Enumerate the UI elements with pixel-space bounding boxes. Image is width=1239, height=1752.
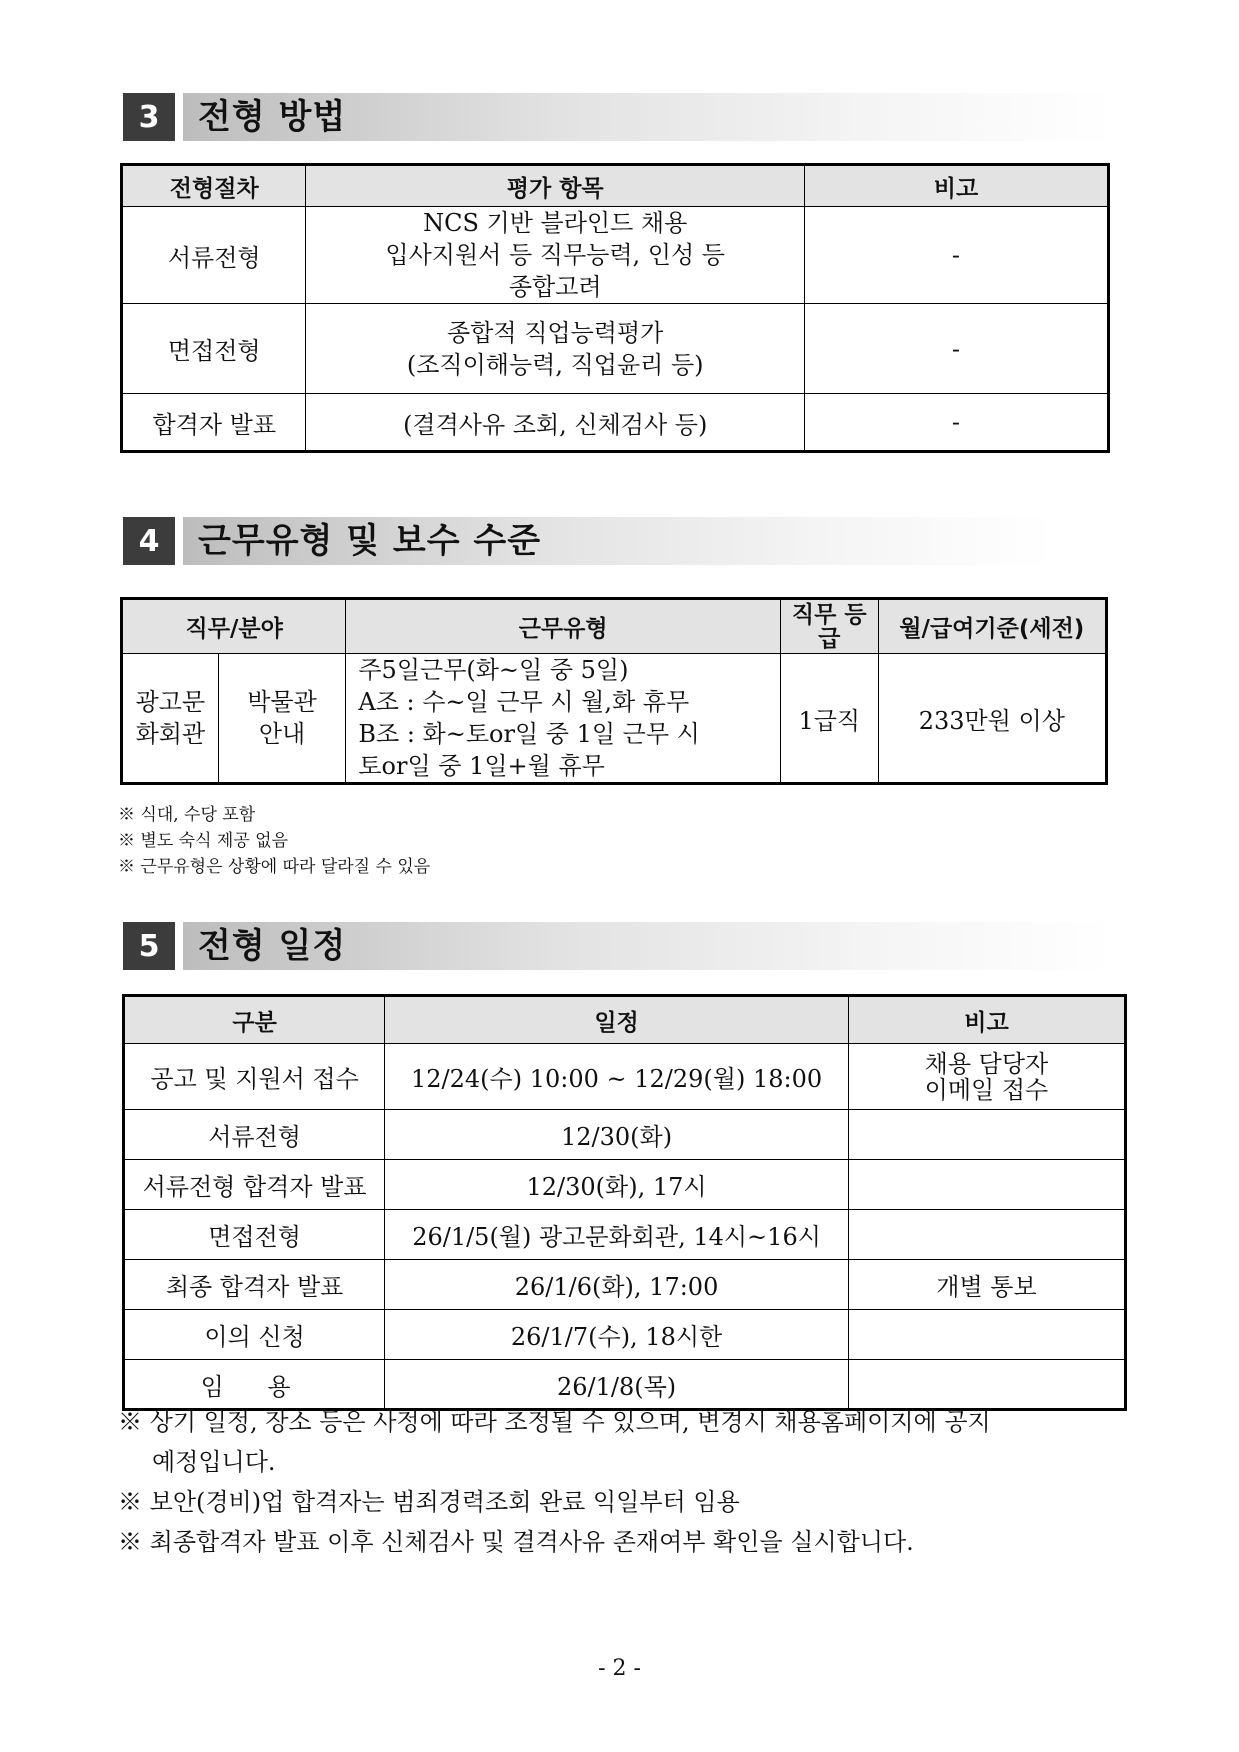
place-cell (122, 654, 219, 784)
work-type-line: 주5일근무(화~일 중 5일) (358, 656, 629, 684)
header-items: 평가 항목 (306, 165, 804, 207)
schedule-cell: 12/30(화), 17시 (385, 1160, 849, 1210)
note-cell (848, 1310, 1125, 1360)
step-cell: 면접전형 (122, 304, 306, 394)
item-line: 종합적 직업능력평가 (447, 318, 664, 347)
table-row (124, 1160, 1126, 1210)
table-row (122, 207, 1109, 304)
note-cell (848, 1044, 1125, 1110)
category-cell: 임 용 (124, 1360, 385, 1410)
table-row (122, 304, 1109, 394)
section-title: 전형 방법 (198, 97, 347, 137)
table-row (124, 1210, 1126, 1260)
section-number: 5 (123, 922, 175, 970)
step-cell: 서류전형 (122, 207, 306, 304)
grade-cell: 1급직 (780, 654, 878, 784)
section-5-header (123, 922, 1113, 970)
header-category: 구분 (124, 996, 385, 1044)
schedule-cell: 12/30(화) (385, 1110, 849, 1160)
note-line: 예정입니다. (152, 1448, 276, 1476)
selection-method-table (120, 163, 1110, 453)
table-row (124, 1310, 1126, 1360)
page-number: - 2 - (598, 1656, 641, 1681)
salary-cell: 233만원 이상 (878, 654, 1106, 784)
category-cell: 면접전형 (124, 1210, 385, 1260)
section-title: 전형 일정 (198, 926, 347, 966)
item-line: NCS 기반 블라인드 채용 (423, 209, 688, 237)
note-cell: - (804, 394, 1108, 452)
section-4-header (123, 517, 1113, 565)
category-cell: 이의 신청 (124, 1310, 385, 1360)
items-cell (306, 304, 804, 394)
table-row (122, 394, 1109, 452)
item-line: 종합고려 (508, 273, 602, 301)
note-line: ※ 별도 숙식 제공 없음 (118, 831, 288, 851)
section-number: 3 (123, 93, 175, 141)
note-cell (848, 1160, 1125, 1210)
place-line: 광고문 (135, 688, 206, 716)
work-type-line: B조 : 화~토or일 중 1일 근무 시 (358, 720, 700, 748)
note-line: 이메일 접수 (924, 1075, 1049, 1104)
header-note: 비고 (848, 996, 1125, 1044)
note-line: ※ 최종합격자 발표 이후 신체검사 및 결격사유 존재여부 확인을 실시합니다. (118, 1528, 914, 1556)
category-cell: 서류전형 합격자 발표 (124, 1160, 385, 1210)
header-step: 전형절차 (122, 165, 306, 207)
item-line: 입사지원서 등 직무능력, 인성 등 (385, 241, 725, 269)
schedule-cell: 12/24(수) 10:00 ~ 12/29(월) 18:00 (385, 1044, 849, 1110)
section-number: 4 (123, 517, 175, 565)
place-line: 화회관 (135, 720, 206, 748)
header-work-type: 근무유형 (346, 599, 781, 654)
header-field: 직무/분야 (122, 599, 346, 654)
work-type-table (120, 597, 1108, 785)
header-note: 비고 (804, 165, 1108, 207)
note-line: 채용 담당자 (924, 1049, 1049, 1078)
header-schedule: 일정 (385, 996, 849, 1044)
work-type-line: 토or일 중 1일+월 휴무 (358, 752, 605, 780)
item-line: (조직이해능력, 직업윤리 등) (406, 350, 704, 379)
note-line: ※ 보안(경비)업 합격자는 범죄경력조회 완료 익일부터 임용 (118, 1488, 740, 1516)
items-cell: (결격사유 조회, 신체검사 등) (306, 394, 804, 452)
table-row (124, 1110, 1126, 1160)
note-cell: - (804, 304, 1108, 394)
note-line: ※ 식대, 수당 포함 (118, 805, 256, 825)
table-row (124, 1260, 1126, 1310)
schedule-table (122, 994, 1127, 1411)
section-4-notes (118, 802, 430, 880)
section-3-header (123, 93, 1113, 141)
table-row (122, 654, 1107, 784)
work-type-cell (346, 654, 781, 784)
job-cell (218, 654, 346, 784)
items-cell (306, 207, 804, 304)
schedule-cell: 26/1/5(월) 광고문화회관, 14시~16시 (385, 1210, 849, 1260)
schedule-cell: 26/1/8(목) (385, 1360, 849, 1410)
category-cell: 최종 합격자 발표 (124, 1260, 385, 1310)
job-line: 박물관 (247, 688, 317, 716)
note-line: ※ 상기 일정, 장소 등은 사정에 따라 조정될 수 있으며, 변경시 채용홈페이지에 공지 (118, 1408, 991, 1436)
category-cell: 서류전형 (124, 1110, 385, 1160)
schedule-cell: 26/1/6(화), 17:00 (385, 1260, 849, 1310)
section-title: 근무유형 및 보수 수준 (198, 521, 542, 561)
header-grade: 직무 등급 (780, 599, 878, 654)
note-cell (848, 1110, 1125, 1160)
note-line: ※ 근무유형은 상황에 따라 달라질 수 있음 (118, 857, 431, 877)
header-salary: 월/급여기준(세전) (878, 599, 1106, 654)
note-cell: - (804, 207, 1108, 304)
job-line: 안내 (258, 720, 306, 748)
note-cell (848, 1210, 1125, 1260)
section-5-notes (118, 1402, 1118, 1562)
note-cell: 개별 통보 (848, 1260, 1125, 1310)
work-type-line: A조 : 수~일 근무 시 월,화 휴무 (358, 688, 690, 716)
category-cell: 공고 및 지원서 접수 (124, 1044, 385, 1110)
table-row (124, 1044, 1126, 1110)
schedule-cell: 26/1/7(수), 18시한 (385, 1310, 849, 1360)
step-cell: 합격자 발표 (122, 394, 306, 452)
